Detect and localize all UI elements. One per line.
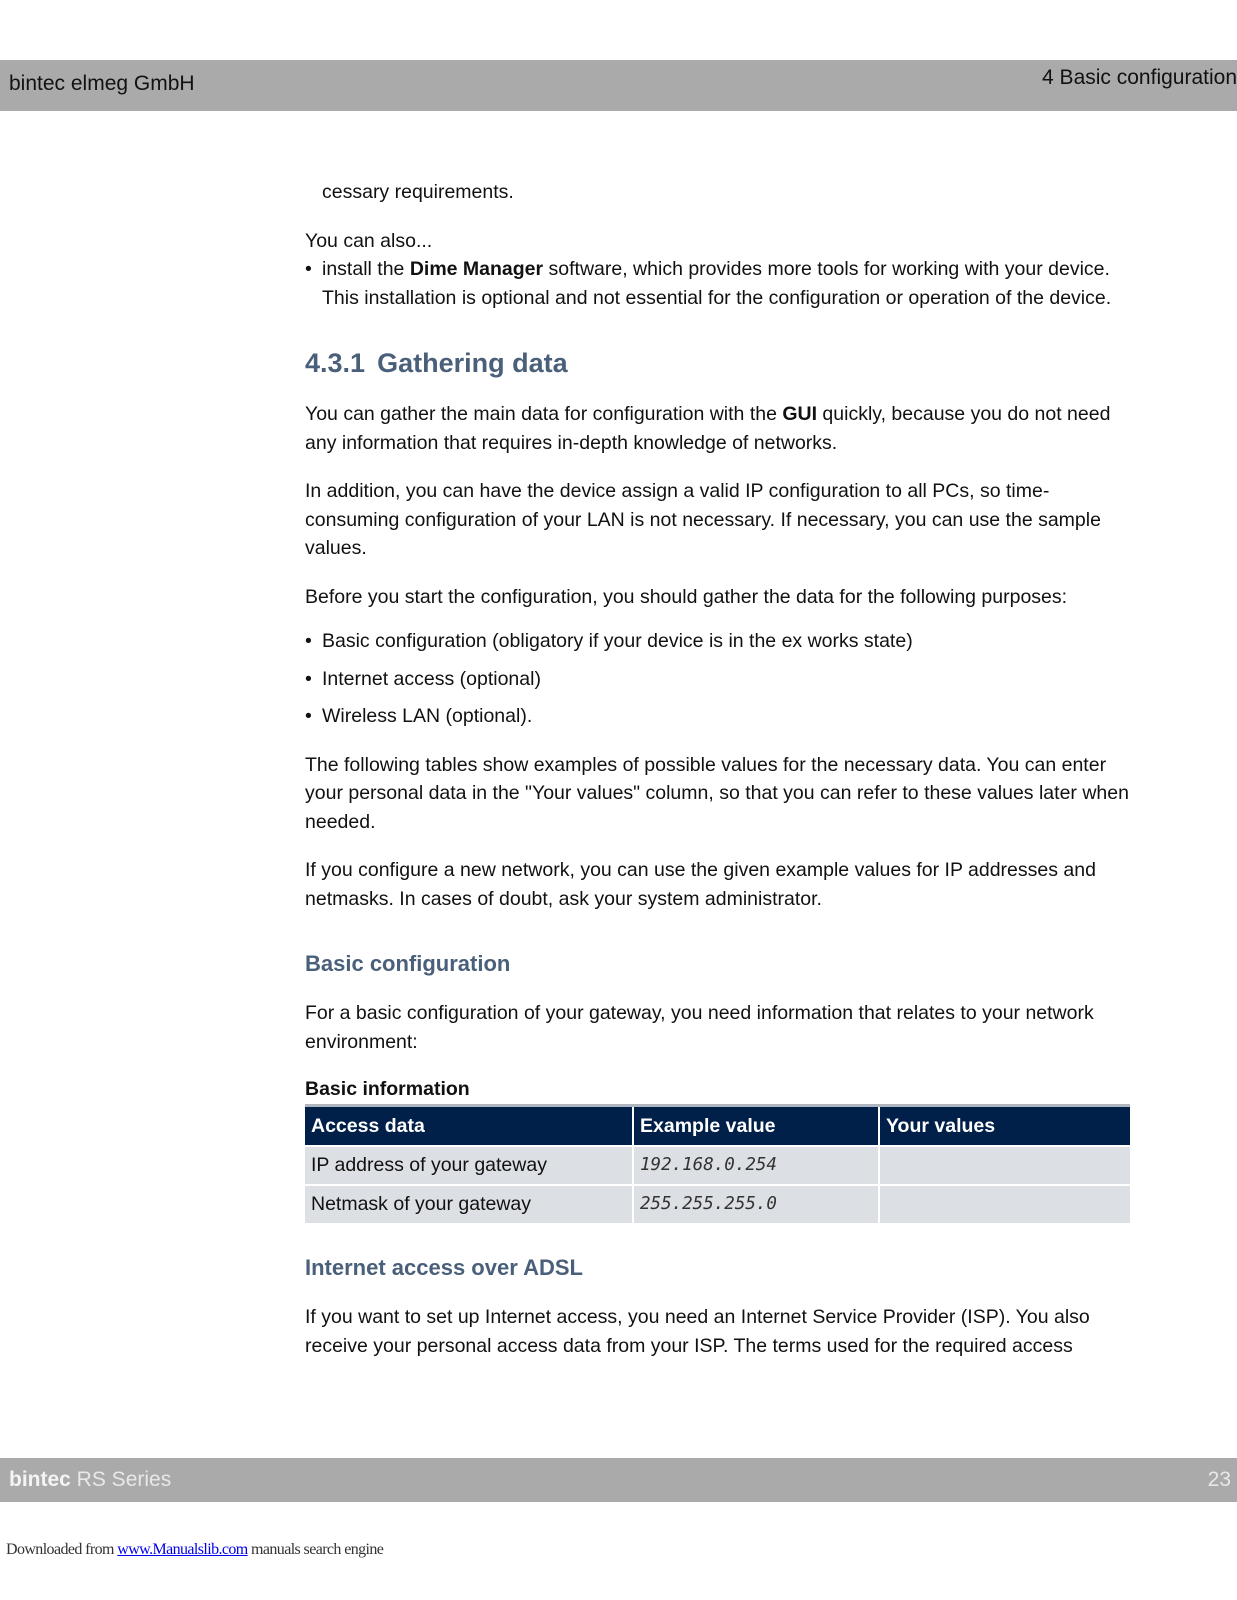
continued-text: cessary requirements. [322, 181, 514, 203]
bullet-icon: • [305, 258, 312, 280]
table-cell: 255.255.255.0 [633, 1185, 879, 1223]
paragraph-ip-config: In addition, you can have the device assign a valid IP configuration to all PCs, so time-consuming configuration of your LAN is not necessary. If necessary, you can use the sample values. [305, 480, 1101, 559]
column-header: Your values [879, 1106, 1130, 1147]
bullet-icon: • [305, 705, 312, 727]
footer-series: RS Series [70, 1468, 172, 1491]
bullet-icon: • [305, 630, 312, 652]
download-notice: Downloaded from www.Manualslib.com manuals search engine [6, 1541, 384, 1558]
table-cell: 192.168.0.254 [633, 1146, 879, 1185]
list-item: • Wireless LAN (optional). [305, 702, 1135, 731]
also-text: You can also... [305, 229, 433, 252]
paragraph-tables: The following tables show examples of possible values for the necessary data. You can enter your personal data in the "Your values" column, so that you can refer to these values later when needed. [305, 753, 1129, 833]
basic-config-heading: Basic configuration [305, 951, 511, 976]
column-header: Access data [305, 1106, 633, 1147]
dime-manager-term: Dime Manager [409, 258, 544, 280]
page-header [0, 60, 1237, 111]
column-header: Example value [633, 1106, 879, 1147]
paragraph-adsl: If you want to set up Internet access, you need an Internet Service Provider (ISP). You also receive your personal access data from your ISP. The terms used for the required access [305, 1306, 1090, 1357]
adsl-heading: Internet access over ADSL [305, 1255, 583, 1280]
table-row [305, 1185, 1130, 1223]
your-value-cell [879, 1146, 1130, 1185]
paragraph-basic-config: For a basic configuration of your gateway, you need information that relates to your network environment: [305, 1002, 1094, 1053]
page-number: 23 [1207, 1468, 1231, 1491]
list-item: • Internet access (optional) [305, 665, 1135, 694]
section-number: 4.3.1 [305, 348, 366, 378]
header-company: bintec elmeg GmbH [9, 72, 195, 95]
footer-brand: bintec [9, 1468, 71, 1491]
paragraph-gui: You can gather the main data for configuration with the GUI quickly, because you do not need any information that requires in-depth knowledge of networks. [305, 403, 1111, 454]
section-heading [305, 346, 1135, 380]
manualslib-link[interactable]: www.Manualslib.com [117, 1541, 248, 1558]
bullet-icon: • [305, 667, 312, 690]
section-title: Gathering data [377, 348, 568, 378]
basic-information-table [305, 1104, 1130, 1223]
table-header-row [305, 1106, 1130, 1147]
table-row [305, 1146, 1130, 1185]
page-footer [0, 1458, 1237, 1502]
also-list [305, 255, 1135, 312]
your-value-cell [879, 1185, 1130, 1223]
table-cell: IP address of your gateway [305, 1146, 633, 1185]
list-item: • Basic configuration (obligatory if your device is in the ex works state) [305, 627, 1135, 656]
footer-product [9, 1468, 171, 1492]
header-chapter: 4 Basic configuration [1042, 66, 1237, 89]
gui-term: GUI [782, 403, 818, 425]
table-cell: Netmask of your gateway [305, 1185, 633, 1223]
list-item: • install the Dime Manager software, which provides more tools for working with your device. This installation is optional and not essential for the configuration or operation of the device. [305, 255, 1135, 312]
purposes-list [305, 627, 1135, 731]
paragraph-purposes: Before you start the configuration, you should gather the data for the following purposes: [305, 585, 1068, 608]
table-caption: Basic information [305, 1078, 470, 1100]
page-content [305, 178, 1135, 1360]
paragraph-new-network: If you configure a new network, you can use the given example values for IP addresses and netmasks. In cases of doubt, ask your system administrator. [305, 859, 1096, 910]
